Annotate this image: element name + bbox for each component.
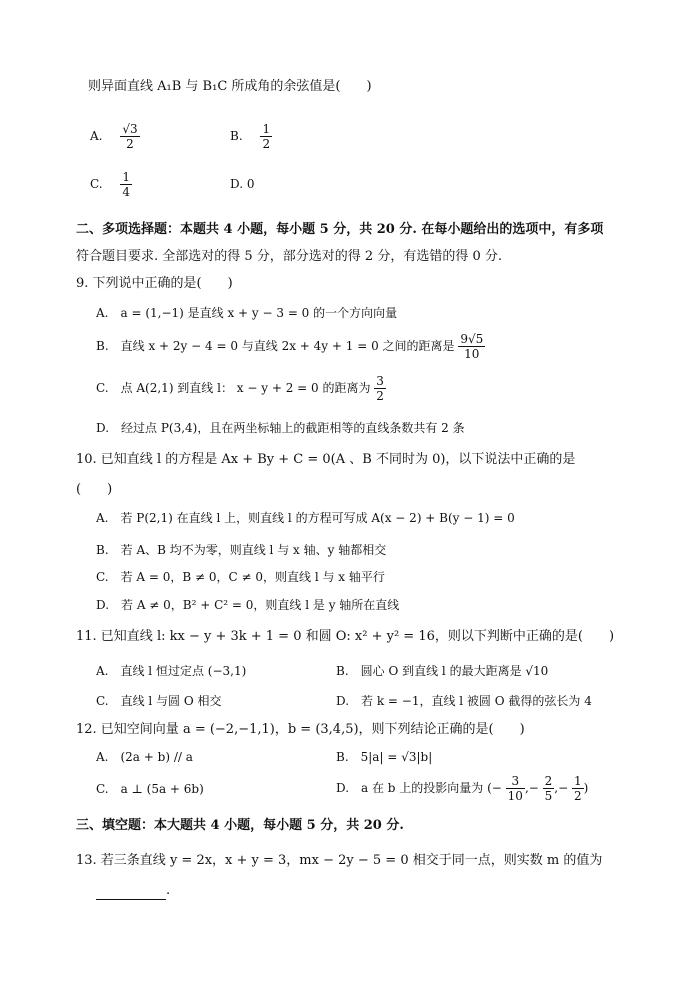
- section3-heading: 三、填空题：本大题共 4 小题，每小题 5 分，共 20 分.: [76, 818, 404, 833]
- fraction: $\frac{9√5}{10}$: [460, 332, 484, 361]
- q8-option-a[interactable]: [90, 112, 140, 160]
- q9-option-b[interactable]: B. 直线 x + 2y − 4 = 0 与直线 2x + 4y + 1 = 0 之间的距离是 $\frac{9√5}{10}$: [96, 332, 484, 361]
- q9-option-a[interactable]: A. a = (1,−1) 是直线 x + y − 3 = 0 的一个方向向量: [96, 306, 398, 320]
- q10-option-d[interactable]: D. 若 A ≠ 0，B² + C² = 0，则直线 l 是 y 轴所在直线: [96, 598, 400, 612]
- option-label: B.: [230, 129, 243, 143]
- fraction: $\frac{1}{2}$: [573, 774, 582, 803]
- fraction: $\frac{3}{2}$: [376, 374, 384, 403]
- q10-option-c[interactable]: C. 若 A = 0，B ≠ 0，C ≠ 0，则直线 l 与 x 轴平行: [96, 570, 385, 584]
- q8-option-b[interactable]: [230, 112, 272, 160]
- q12-option-b[interactable]: B. 5|a| = √3|b|: [336, 750, 433, 764]
- q11-option-c[interactable]: C. 直线 l 与圆 O 相交: [96, 694, 222, 708]
- q12-option-c[interactable]: C. a ⊥ (5a + 6b): [96, 782, 204, 796]
- section2-heading: 二、多项选择题：本题共 4 小题，每小题 5 分，共 20 分. 在每小题给出的选项中，有多项: [76, 222, 604, 237]
- q13-answer-blank[interactable]: .: [96, 882, 170, 900]
- q8-option-c[interactable]: [90, 160, 132, 208]
- q8-option-d[interactable]: D. 0: [230, 177, 255, 191]
- q10-paren: ( ): [76, 482, 113, 497]
- section2-instructions: 符合题目要求. 全部选对的得 5 分，部分选对的得 2 分，有选错的得 0 分.: [76, 249, 503, 264]
- q13-stem: 13. 若三条直线 y = 2x，x + y = 3，mx − 2y − 5 = 0 相交于同一点，则实数 m 的值为: [76, 853, 603, 868]
- q11-option-a[interactable]: A. 直线 l 恒过定点 (−3,1): [96, 664, 247, 678]
- option-label: A.: [90, 129, 103, 143]
- q9-option-c[interactable]: C. 点 A(2,1) 到直线 l： x − y + 2 = 0 的距离为 $\frac{3}{2}$: [96, 374, 384, 403]
- q9-option-d[interactable]: D. 经过点 P(3,4)，且在两坐标轴上的截距相等的直线条数共有 2 条: [96, 421, 465, 435]
- fraction: $\frac{2}{5}$: [544, 774, 553, 803]
- q8-stem: 则异面直线 A₁B 与 B₁C 所成角的余弦值是( ): [88, 79, 372, 94]
- q12-stem: 12. 已知空间向量 a = (−2,−1,1)，b = (3,4,5)，则下列结论正确的是( ): [76, 722, 525, 737]
- q10-option-b[interactable]: B. 若 A、B 均不为零，则直线 l 与 x 轴、y 轴都相交: [96, 543, 387, 557]
- fraction: $\frac{1}{4}$: [122, 170, 131, 199]
- answer-blank-line[interactable]: [96, 885, 166, 900]
- q10-stem: 10. 已知直线 l 的方程是 Ax + By + C = 0(A 、B 不同时为 0)，以下说法中正确的是: [76, 452, 576, 467]
- fraction: $\frac{3}{10}$: [507, 774, 523, 803]
- q11-option-b[interactable]: B. 圆心 O 到直线 l 的最大距离是 √10: [336, 664, 549, 678]
- q10-option-a[interactable]: A. 若 P(2,1) 在直线 l 上，则直线 l 的方程可写成 A(x − 2) + B(y − 1) = 0: [96, 511, 515, 525]
- fraction: $\frac{1}{2}$: [262, 122, 271, 151]
- fraction: $\frac{√3}{2}$: [122, 122, 138, 151]
- q12-option-a[interactable]: A. (2a + b) // a: [96, 750, 193, 764]
- q11-stem: 11. 已知直线 l: kx − y + 3k + 1 = 0 和圆 O: x² + y² = 16，则以下判断中正确的是( ): [76, 629, 615, 644]
- q12-option-d[interactable]: D. a 在 b 上的投影向量为 (− $\frac{3}{10}$ ,− $\frac{2}{5}$ ,− $\frac{1}{2}$ ): [336, 774, 589, 803]
- q11-option-d[interactable]: D. 若 k = −1，直线 l 被圆 O 截得的弦长为 4: [336, 694, 592, 708]
- q9-stem: 9. 下列说中正确的是( ): [76, 276, 233, 291]
- option-label: C.: [90, 177, 103, 191]
